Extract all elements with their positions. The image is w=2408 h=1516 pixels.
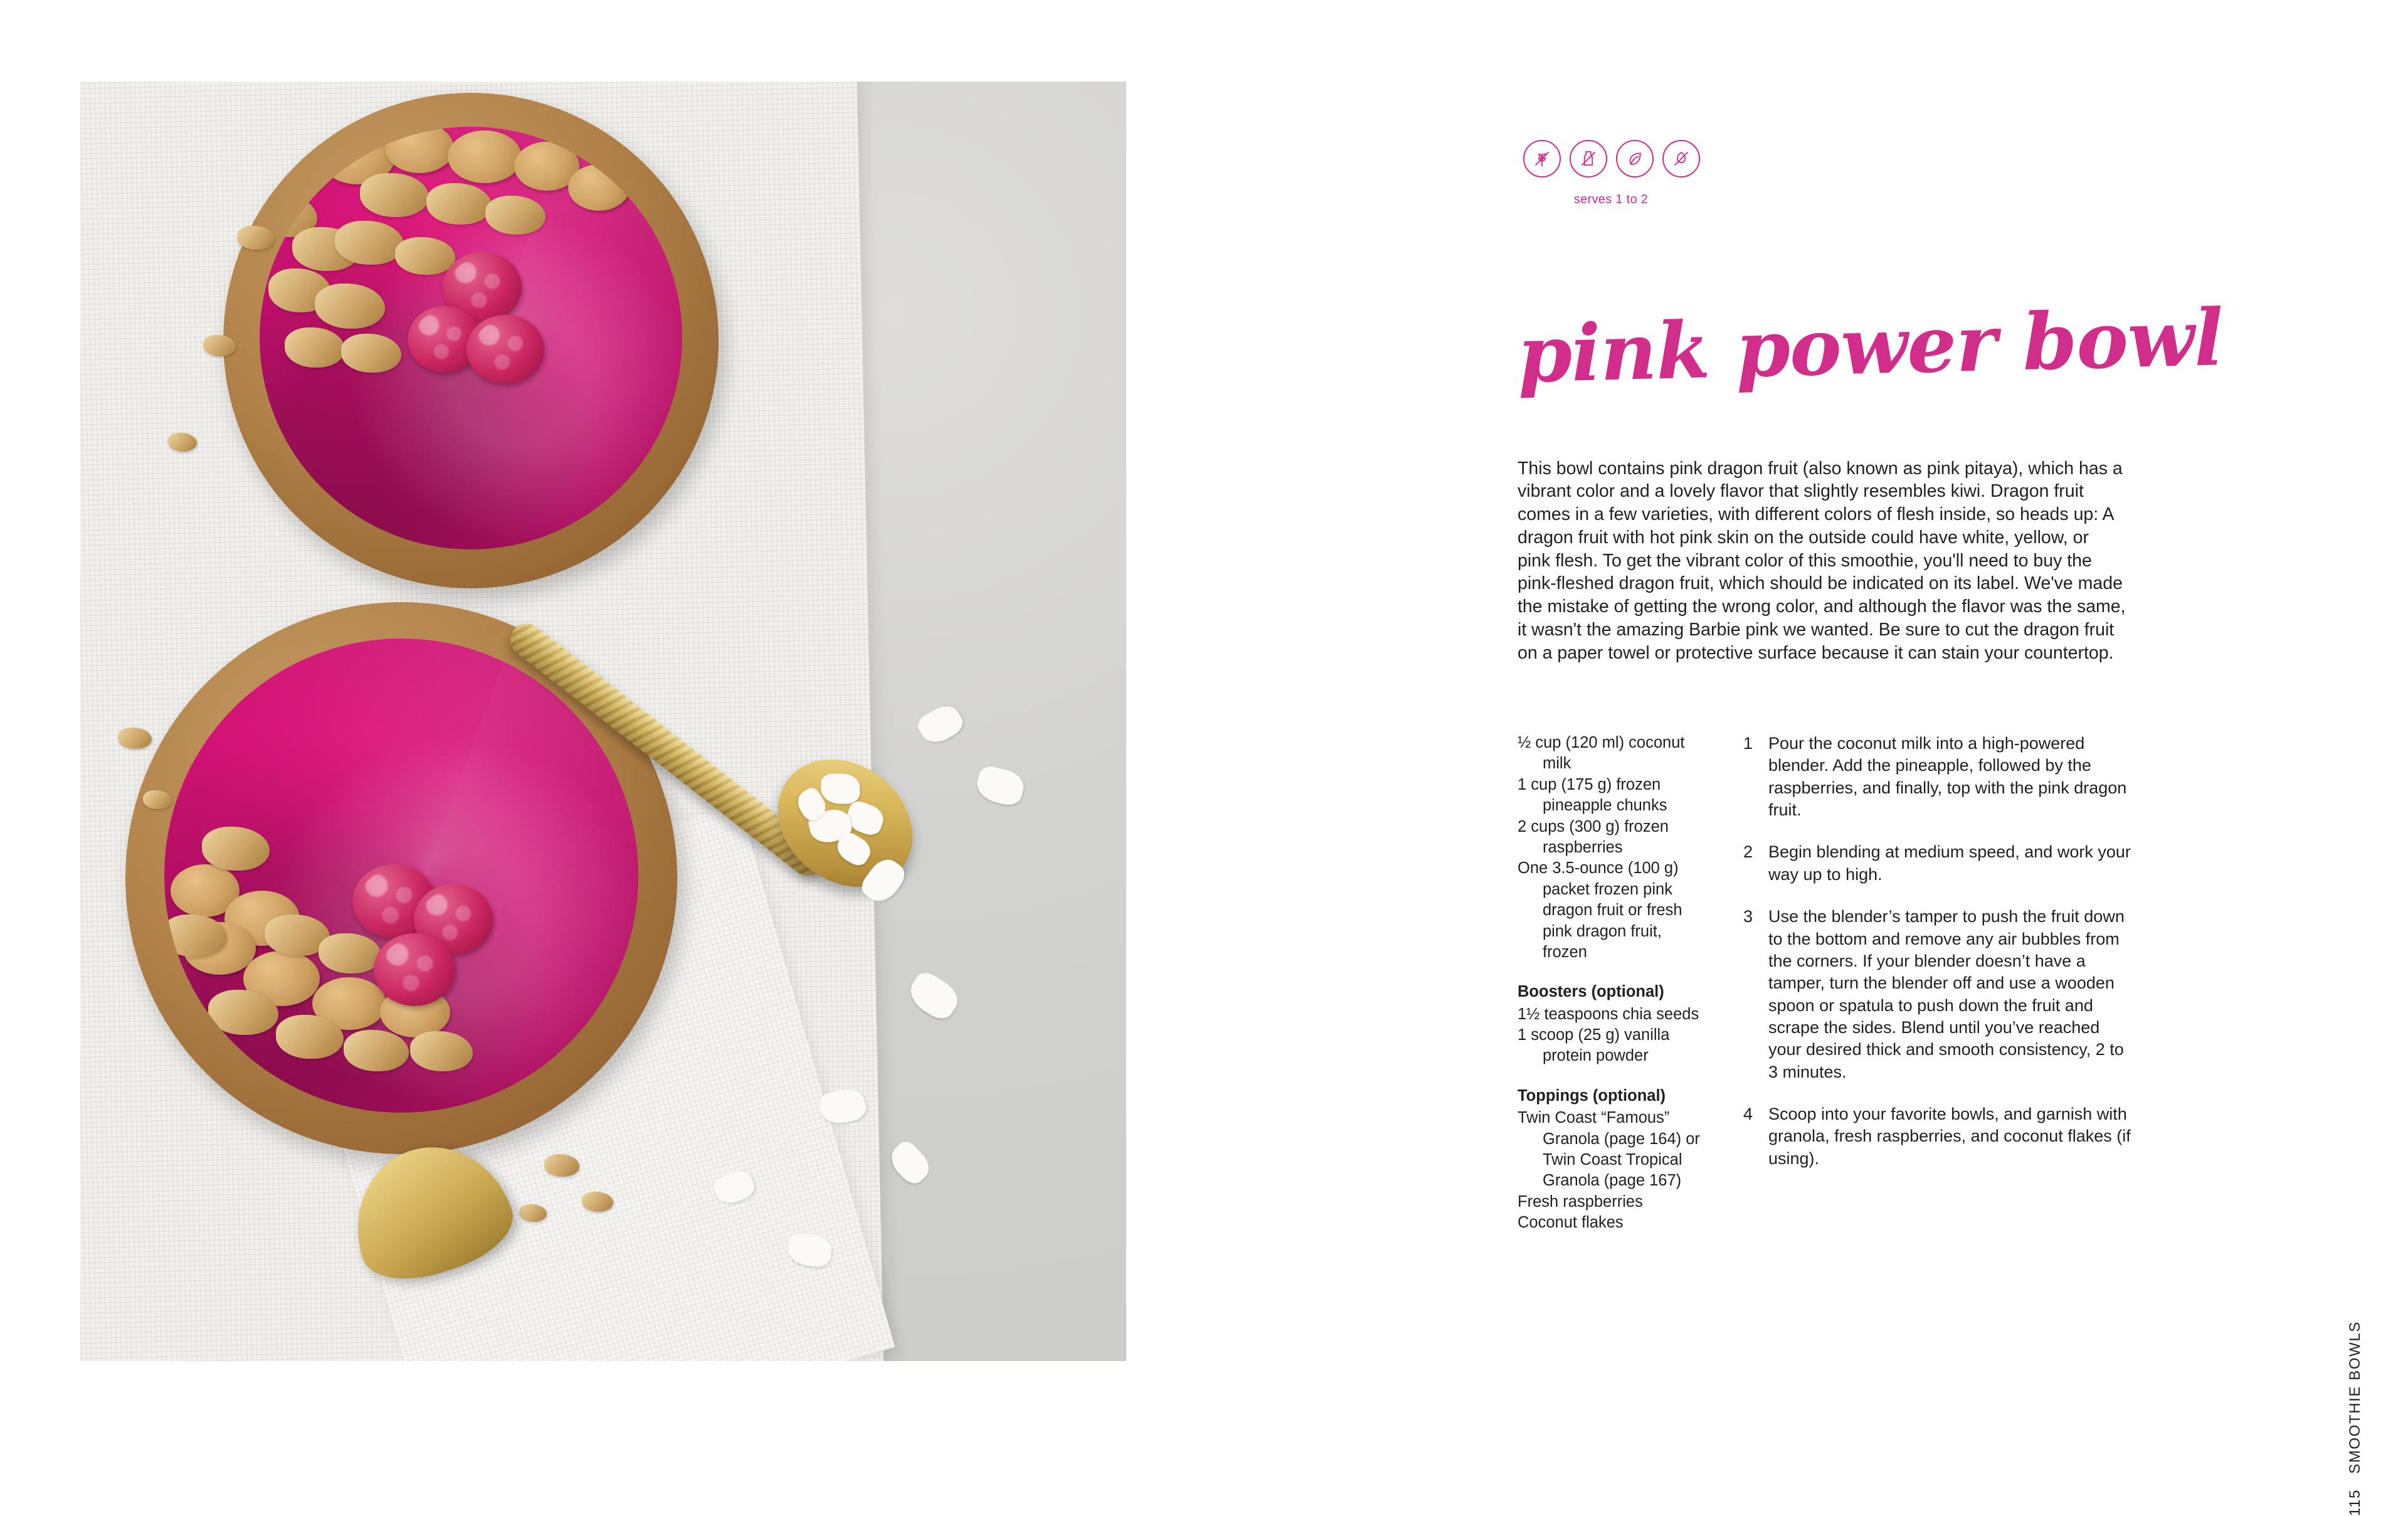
oat-flake (203, 335, 236, 356)
ingredient-item: 1 cup (175 g) frozen pineapple chunks (1518, 775, 1667, 815)
step-number: 4 (1743, 1105, 1753, 1124)
page-number: 115 (2347, 1489, 2363, 1516)
step-number: 2 (1743, 842, 1753, 862)
topping-item: Twin Coast “Famous” Granola (page 164) or Twin Coast Tropical Granola (page 167) (1518, 1109, 1700, 1190)
instruction-step (1743, 733, 2132, 821)
boosters-heading: Boosters (optional) (1518, 983, 1664, 1001)
oat-flake (544, 1154, 579, 1177)
instruction-step (1743, 906, 2132, 1083)
instructions-column (1743, 733, 2132, 1234)
oat-flake (237, 226, 275, 250)
ingredient-item: One 3.5-ounce (100 g) packet frozen pink dragon fruit or fresh pink dragon fruit, frozen (1518, 859, 1682, 961)
raspberry (467, 315, 544, 384)
oat-flake (168, 433, 197, 452)
step-text: Pour the coconut milk into a high-powered blender. Add the pineapple, followed by the raspberries, and finally, top with the pink dragon fruit. (1768, 734, 2127, 820)
ingredient-item: 2 cups (300 g) frozen raspberries (1518, 817, 1669, 856)
ingredients-column (1518, 733, 1706, 1234)
step-text: Use the blender’s tamper to push the fruit down to the bottom and remove any air bubbles from the corners. If your blender doesn’t have a tamper, turn the blender off and use a wooden spoon or spatula to push down the fruit and scrape the sides. Blend until you’ve reached your desired thick and smooth consistency, 2 to 3 minutes. (1768, 907, 2125, 1081)
section-name: SMOOTHIE BOWLS (2347, 1321, 2363, 1474)
topping-item: Coconut flakes (1518, 1214, 1624, 1232)
step-number: 1 (1743, 734, 1753, 753)
serves-label: serves 1 to 2 (1573, 193, 1649, 206)
gluten-free-icon (1523, 140, 1561, 178)
oat-flake (118, 728, 152, 749)
instruction-step (1743, 1103, 2132, 1170)
recipe-page (1204, 0, 2408, 1516)
oat-flake (143, 790, 172, 809)
recipe-photo (80, 82, 1126, 1361)
recipe-columns (1518, 733, 2145, 1234)
booster-item: 1½ teaspoons chia seeds (1518, 1005, 1699, 1023)
toppings-heading: Toppings (optional) (1518, 1086, 1666, 1105)
coconut-flake (821, 774, 860, 804)
oat-flake (519, 1204, 547, 1222)
recipe-headnote: This bowl contains pink dragon fruit (also known as pink pitaya), which has a vibrant color and a lovely flavor that slightly resembles kiwi. Dragon fruit comes in a few varieties, with different colors of flesh inside, so heads up: A dragon fruit with hot pink skin on the outside could have white, yellow, or pink flesh. To get the vibrant color of this smoothie, you'll need to buy the pink-fleshed dragon fruit, which should be indicated on its label. We've made the mistake of getting the wrong color, and although the flavor was the same, it wasn't the amazing Barbie pink we wanted. Be sure to cut the dragon fruit on a paper towel or protective surface because it can stain your countertop. (1518, 458, 2126, 663)
smoothie-bowl-top (223, 93, 719, 588)
page-title: pink power bowl (1516, 292, 2224, 401)
photo-page (0, 0, 1204, 1440)
step-number: 3 (1743, 907, 1753, 926)
instruction-step (1743, 841, 2132, 886)
vegan-icon (1616, 140, 1654, 178)
dairy-free-icon (1570, 140, 1607, 178)
page-footer (2347, 1321, 2364, 1516)
oat-flake (582, 1192, 613, 1212)
diet-icon-row (1523, 140, 1700, 178)
smoothie-surface-top (260, 127, 682, 549)
topping-item: Fresh raspberries (1518, 1192, 1643, 1211)
step-text: Scoop into your favorite bowls, and garnish with granola, fresh raspberries, and coconut flakes (if using). (1768, 1105, 2131, 1168)
step-text: Begin blending at medium speed, and work your way up to high. (1768, 842, 2131, 884)
smoothie-surface-bottom (164, 639, 638, 1113)
nut-free-icon (1662, 140, 1700, 178)
raspberry (374, 933, 455, 1006)
granola-cluster (568, 164, 630, 211)
ingredient-item: ½ cup (120 ml) coconut milk (1518, 734, 1685, 773)
granola-cluster (448, 130, 522, 183)
booster-item: 1 scoop (25 g) vanilla protein powder (1518, 1026, 1670, 1065)
